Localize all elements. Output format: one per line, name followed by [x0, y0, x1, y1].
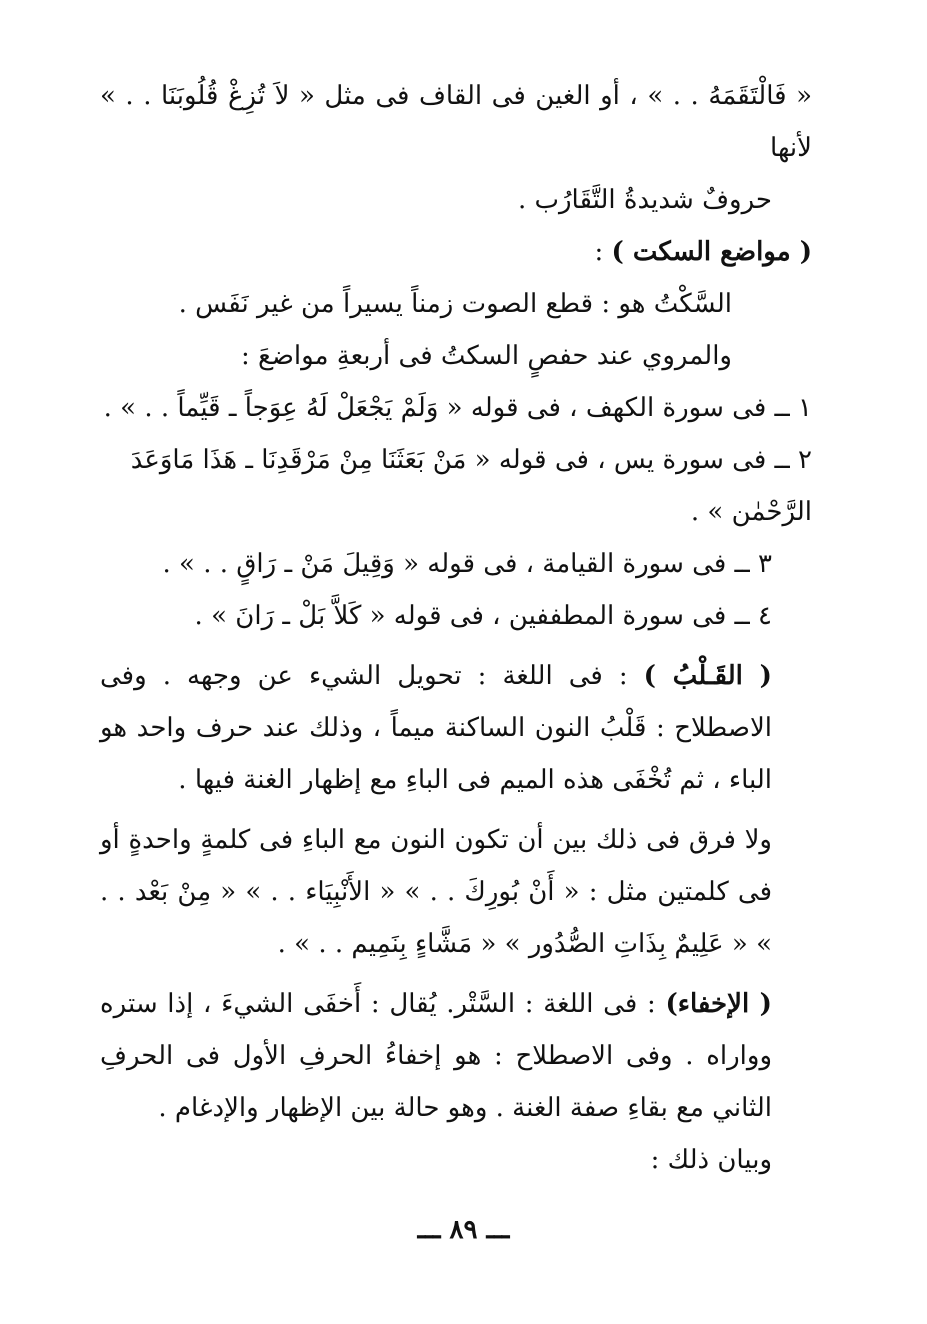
- sakt-heading: ( مواضع السكت ): [611, 237, 812, 267]
- line-1: « فَالْتَقَمَهُ . . » ، أو الغين فى القاف فى مثل « لاَ تُزِغْ قُلُوبَنَا . . » لأنها: [100, 81, 812, 163]
- bayan-line: وبيان ذلك :: [650, 1145, 772, 1175]
- qalb-heading: ( القَـلْبُ ): [643, 661, 772, 691]
- ikhfa-text: : فى اللغة : السَّتْر. يُقال : أَخفَى الشيءَ ، إذا ستره وواراه . وفى الاصطلاح : هو إخفاءُ الحرفِ الأول فى الحرفِ الثاني مع بقاءِ صفة الغنة . وهو حالة بين الإظهار والإدغام .: [100, 989, 772, 1123]
- sakt-item-1: ١ ــ فى سورة الكهف ، فى قوله « وَلَمْ يَجْعَلْ لَهُ عِوَجاً ـ قَيِّماً . . » .: [103, 393, 812, 423]
- ikhfa-paragraph: [100, 978, 812, 1134]
- sakt-definition: السَّكْتُ هو : قطع الصوت زمناً يسيراً من غير نَفَس .: [178, 289, 732, 319]
- sakt-item-4: ٤ ــ فى سورة المطففين ، فى قوله « كَلاَّ بَلْ ـ رَانَ » .: [194, 601, 772, 631]
- ikhfa-heading: ( الإخفاء): [665, 989, 772, 1019]
- line-2: حروفٌ شديدةُ التَّقَارُب .: [517, 185, 772, 215]
- sakt-heading-line: [100, 226, 812, 278]
- qalb-paragraph: [100, 650, 812, 806]
- page-number: ـــ ٨٩ ـــ: [417, 1215, 510, 1245]
- qalb-paragraph-2: ولا فرق فى ذلك بين أن تكون النون مع الباءِ فى كلمةٍ واحدةٍ أو فى كلمتين مثل : « أَنْ بُورِكَ . . » « الأَنْبِيَاء . . » « مِنْ بَعْد . . » « عَلِيمٌ بِذَاتِ الصُّدُور » « مَشَّاءٍ بِنَمِيم . . » .: [100, 825, 772, 959]
- hafs-positions: والمروي عند حفصٍ السكتُ فى أربعةِ مواضعَ :: [240, 341, 732, 371]
- sakt-heading-colon: :: [594, 237, 612, 267]
- sakt-item-3: ٣ ــ فى سورة القيامة ، فى قوله « وَقِيلَ مَنْ ـ رَاقٍ . . » .: [162, 549, 772, 579]
- body-text: [100, 70, 812, 1186]
- sakt-item-2b: الرَّحْمٰن » .: [690, 497, 812, 527]
- qalb-text: : فى اللغة : تحويل الشيء عن وجهه . وفى الاصطلاح : قَلْبُ النون الساكنة ميماً ، وذلك عند حرف واحد هو الباء ، ثم تُخْفَى هذه الميم فى الباءِ مع إظهار الغنة فيها .: [100, 661, 772, 795]
- sakt-item-2a: ٢ ــ فى سورة يس ، فى قوله « مَنْ بَعَثَنَا مِنْ مَرْقَدِنَا ـ هَذَا مَاوَعَدَ: [130, 445, 812, 475]
